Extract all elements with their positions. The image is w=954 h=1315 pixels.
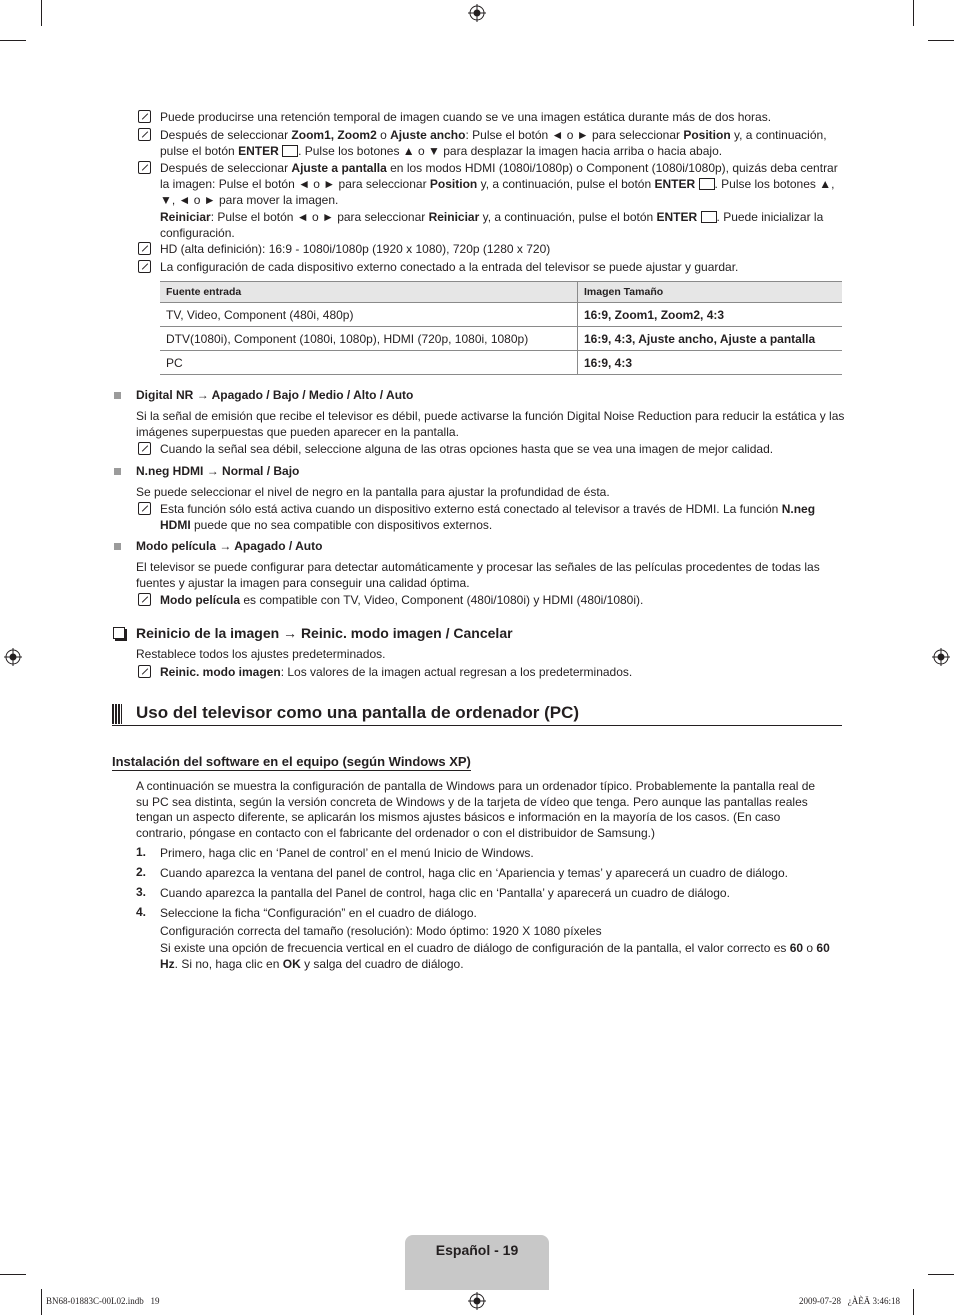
step-number: 1. xyxy=(136,845,147,859)
table-header: Fuente entrada xyxy=(160,282,578,303)
note-icon xyxy=(138,242,151,255)
note-text: Después de seleccionar Zoom1, Zoom2 o Ajuste ancho: Pulse el botón ◄ o ► para seleccionar Position y, a continuación, pulse el botón ENTER . Pulse los botones ▲ o ▼ para desplazar la imagen hacia arriba o hacia abajo. xyxy=(160,128,827,158)
table-row xyxy=(160,351,842,375)
table-cell: DTV(1080i), Component (1080i, 1080p), HDMI (720p, 1080i, 1080p) xyxy=(160,327,578,351)
modo-pelicula-body: El televisor se puede configurar para detectar automáticamente y procesar las señales de las películas procedentes de todas las fuentes y ajustar la imagen para conseguir una calidad óptima. xyxy=(136,560,820,590)
table-cell: 16:9, 4:3 xyxy=(578,351,843,375)
footer-file-info: BN68-01883C-00L02.indb 19 xyxy=(46,1296,160,1306)
registration-mark-icon xyxy=(468,4,486,22)
note xyxy=(138,109,848,125)
nneg-heading: N.neg HDMI → Normal / Bajo xyxy=(136,464,300,478)
table-header-row xyxy=(160,282,842,303)
step-text: Cuando aparezca la pantalla del Panel de control, haga clic en ‘Pantalla’ y aparecerá un cuadro de diálogo. xyxy=(160,886,730,900)
bullet-square-icon xyxy=(114,392,121,399)
note-text: Cuando la señal sea débil, seleccione alguna de las otras opciones hasta que se vea una imagen de mejor calidad. xyxy=(160,442,774,456)
enter-icon xyxy=(282,145,298,157)
note xyxy=(138,441,848,457)
note xyxy=(138,160,848,241)
crop-mark xyxy=(0,1274,26,1275)
note-icon xyxy=(138,110,151,123)
crop-mark xyxy=(41,0,42,26)
checkbox-bullet-icon xyxy=(113,627,125,639)
table-cell: PC xyxy=(160,351,578,375)
reinicio-body: Restablece todos los ajustes predeterminados. xyxy=(136,647,386,661)
step-number: 2. xyxy=(136,865,147,879)
step-text: Cuando aparezca la ventana del panel de control, haga clic en ‘Apariencia y temas’ y aparecerá un cuadro de diálogo. xyxy=(160,866,788,880)
note-text: HD (alta definición): 16:9 - 1080i/1080p (1920 x 1080), 720p (1280 x 720) xyxy=(160,242,551,256)
table-header: Imagen Tamaño xyxy=(578,282,843,303)
note-icon xyxy=(138,593,151,606)
crop-mark xyxy=(41,1289,42,1315)
digital-nr-body: Si la señal de emisión que recibe el televisor es débil, puede activarse la función Digital Noise Reduction para reducir la estática y las imágenes superpuestas que pueden aparecer en la pantalla. xyxy=(136,409,845,439)
reinicio-heading: Reinicio de la imagen → Reinic. modo imagen / Cancelar xyxy=(136,625,513,641)
note-text: La configuración de cada dispositivo externo conectado a la entrada del televisor se puede ajustar y guardar. xyxy=(160,260,739,274)
note xyxy=(138,259,848,275)
digital-nr-heading: Digital NR → Apagado / Bajo / Medio / Alto / Auto xyxy=(136,388,414,402)
step-text: Si existe una opción de frecuencia vertical en el cuadro de diálogo de configuración de la pantalla, el valor correcto es 60 o 60 Hz. Si no, haga clic en OK y salga del cuadro de diálogo. xyxy=(160,941,830,971)
table-cell: 16:9, 4:3, Ajuste ancho, Ajuste a pantalla xyxy=(578,327,843,351)
section-title: Uso del televisor como una pantalla de ordenador (PC) xyxy=(136,703,580,722)
crop-mark xyxy=(913,0,914,26)
crop-mark xyxy=(913,1289,914,1315)
note-icon xyxy=(138,442,151,455)
bullet-square-icon xyxy=(114,543,121,550)
section-marker-icon xyxy=(112,704,122,724)
crop-mark xyxy=(0,40,26,41)
step-text: Seleccione la ficha “Configuración” en el cuadro de diálogo. xyxy=(160,906,477,920)
note-text: Reinic. modo imagen: Los valores de la imagen actual regresan a los predeterminados. xyxy=(160,665,633,679)
registration-mark-icon xyxy=(932,648,950,666)
registration-mark-icon xyxy=(468,1292,486,1310)
crop-mark xyxy=(928,40,954,41)
step-number: 3. xyxy=(136,885,147,899)
note-icon xyxy=(138,128,151,141)
note-text: Después de seleccionar Ajuste a pantalla en los modos HDMI (1080i/1080p) o Component (1080i/1080p), quizás deba centrar la imagen: Pulse el botón ◄ o ► para seleccionar Position y, a continuación, pulse el botón ENTER . Pulse los botones ▲, ▼, ◄ o ► para mover la imagen. xyxy=(160,161,838,207)
note-icon xyxy=(138,260,151,273)
note xyxy=(138,127,848,159)
note-subtext: Reiniciar: Pulse el botón ◄ o ► para seleccionar Reiniciar y, a continuación, pulse el botón ENTER . Puede inicializar la configuración. xyxy=(160,210,824,240)
step-text: Primero, haga clic en ‘Panel de control’ en el menú Inicio de Windows. xyxy=(160,846,534,860)
note-icon xyxy=(138,665,151,678)
note-text: Puede producirse una retención temporal de imagen cuando se ve una imagen estática durante más de dos horas. xyxy=(160,110,772,124)
picture-size-table xyxy=(160,281,842,375)
table-row xyxy=(160,327,842,351)
intro-paragraph: A continuación se muestra la configuración de pantalla de Windows para un ordenador típico. Probablemente la pantalla real de su PC sea distinta, según la versión concreta de Windows y de la tarjeta de vídeo que tenga. Pero aunque las pantallas reales tengan un aspecto diferente, se aplicarán los mismos ajustes básicos e información en la mayoría de los casos. (En caso contrario, póngase en contacto con el fabricante del ordenador o con el distribuidor de Samsung.) xyxy=(136,779,816,840)
note xyxy=(138,592,848,608)
note-icon xyxy=(138,502,151,515)
bullet-square-icon xyxy=(114,468,121,475)
note-text: Esta función sólo está activa cuando un dispositivo externo está conectado al televisor a través de HDMI. La función N.neg HDMI puede que no sea compatible con dispositivos externos. xyxy=(160,502,816,532)
step-number: 4. xyxy=(136,905,147,919)
enter-icon xyxy=(699,178,715,190)
footer-timestamp: 2009-07-28 ¿ÀÈÄ 3:46:18 xyxy=(799,1296,900,1306)
modo-pelicula-heading: Modo película → Apagado / Auto xyxy=(136,539,323,553)
note xyxy=(138,241,848,257)
table-cell: TV, Video, Component (480i, 480p) xyxy=(160,303,578,327)
table-row xyxy=(160,303,842,327)
step-text: Configuración correcta del tamaño (resolución): Modo óptimo: 1920 X 1080 píxeles xyxy=(160,924,602,938)
page-number: Español - 19 xyxy=(435,1242,519,1258)
note-icon xyxy=(138,161,151,174)
registration-mark-icon xyxy=(4,648,22,666)
note-text: Modo película es compatible con TV, Video, Component (480i/1080i) y HDMI (480i/1080i). xyxy=(160,593,644,607)
note xyxy=(138,664,848,680)
nneg-body: Se puede seleccionar el nivel de negro en la pantalla para ajustar la profundidad de ésta. xyxy=(136,485,610,499)
enter-icon xyxy=(701,211,717,223)
note xyxy=(138,501,848,533)
subsection-title: Instalación del software en el equipo (según Windows XP) xyxy=(112,754,471,769)
crop-mark xyxy=(928,1274,954,1275)
table-cell: 16:9, Zoom1, Zoom2, 4:3 xyxy=(578,303,843,327)
section-rule xyxy=(112,725,842,726)
